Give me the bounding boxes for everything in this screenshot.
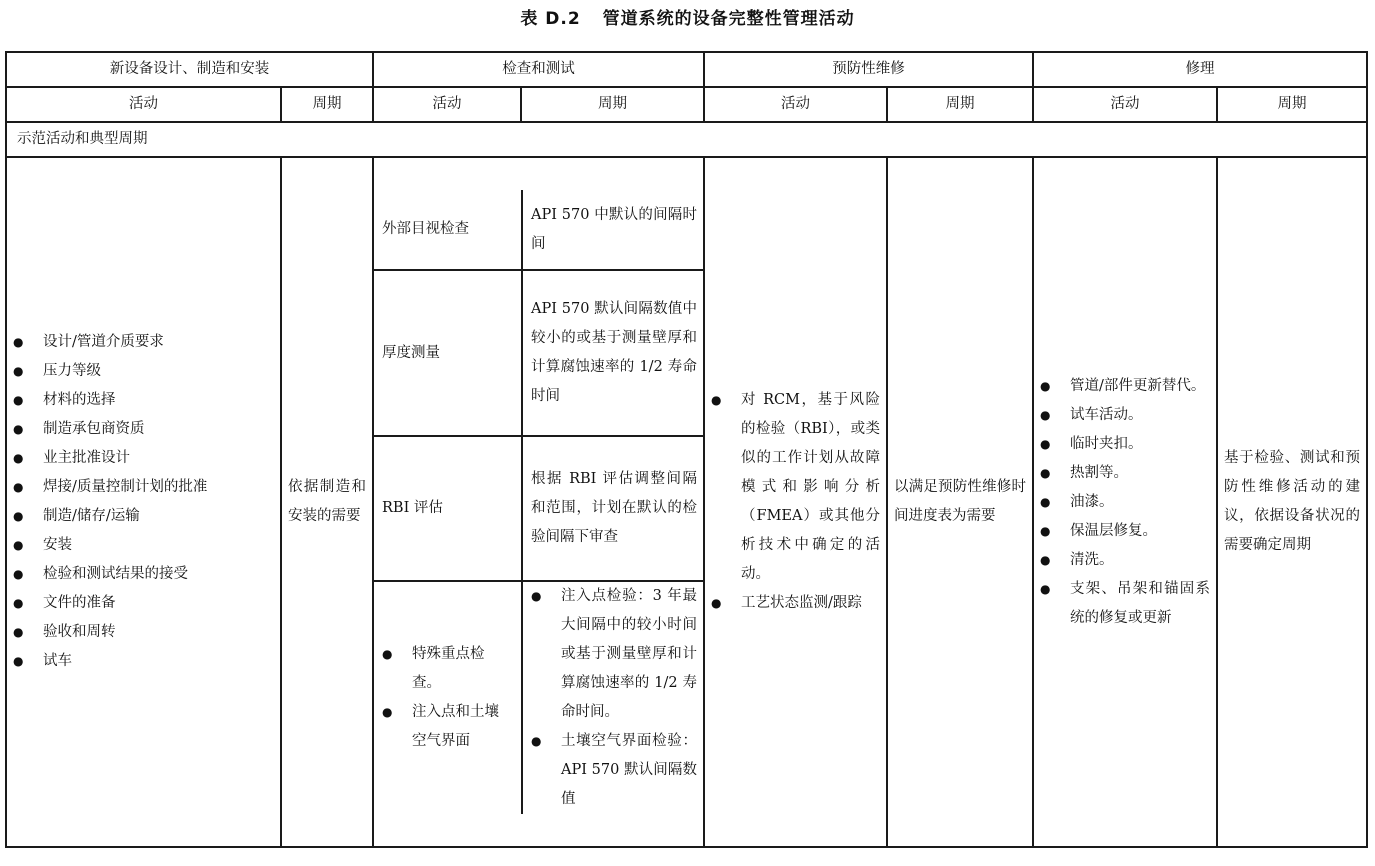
- special-inspection-list: [382, 640, 513, 756]
- preventive-period-cell: 以满足预防性维修时间进度表为需要: [887, 157, 1033, 847]
- header-design: 新设备设计、制造和安装: [6, 52, 373, 87]
- list-item: ● 文件的准备: [13, 589, 274, 618]
- list-item: ● 管道/部件更新替代。: [1040, 372, 1210, 401]
- design-activity-cell: [6, 157, 281, 847]
- list-item: ● 试车活动。: [1040, 401, 1210, 430]
- list-item: ● 制造承包商资质: [13, 415, 274, 444]
- subheader-activity: 活动: [373, 87, 521, 122]
- subheader-activity: 活动: [704, 87, 887, 122]
- header-inspection: 检查和测试: [373, 52, 704, 87]
- special-inspection-period-list: [531, 582, 697, 814]
- table-number: 表 D.2: [520, 9, 581, 29]
- repair-activity-cell: [1033, 157, 1217, 847]
- list-item: ● 特殊重点检查。: [382, 640, 513, 698]
- subheader-period: 周期: [281, 87, 373, 122]
- inspection-activity: 外部目视检查: [374, 190, 522, 270]
- list-item: ● 材料的选择: [13, 386, 274, 415]
- integrity-management-table: [5, 51, 1368, 848]
- subheader-period: 周期: [1217, 87, 1367, 122]
- section-label: 示范活动和典型周期: [6, 122, 1367, 157]
- list-item: ● 压力等级: [13, 357, 274, 386]
- inspection-cell: [373, 157, 704, 847]
- inspection-period: API 570 中默认的间隔时间: [522, 190, 705, 270]
- repair-activity-list: [1040, 372, 1210, 633]
- list-item: ● 业主批准设计: [13, 444, 274, 473]
- header-repair: 修理: [1033, 52, 1367, 87]
- subheader-activity: 活动: [6, 87, 281, 122]
- table-title: [0, 4, 1375, 29]
- list-item: ● 油漆。: [1040, 488, 1210, 517]
- list-item: ● 土壤空气界面检验：API 570 默认间隔数值: [531, 727, 697, 814]
- list-item: ● 试车: [13, 647, 274, 676]
- inspection-period: [522, 581, 705, 814]
- inspection-activity: RBI 评估: [374, 436, 522, 581]
- subheader-activity: 活动: [1033, 87, 1217, 122]
- list-item: ● 制造/储存/运输: [13, 502, 274, 531]
- list-item: ● 注入点检验：3 年最大间隔中的较小时间或基于测量壁厚和计算腐蚀速率的 1/2 寿命时间。: [531, 582, 697, 727]
- subheader-period: 周期: [521, 87, 704, 122]
- list-item: ● 注入点和土壤空气界面: [382, 698, 513, 756]
- list-item: ● 验收和周转: [13, 618, 274, 647]
- list-item: ● 焊接/质量控制计划的批准: [13, 473, 274, 502]
- design-period-cell: 依据制造和安装的需要: [281, 157, 373, 847]
- inspection-activity: 厚度测量: [374, 270, 522, 436]
- list-item: ● 保温层修复。: [1040, 517, 1210, 546]
- inspection-period: API 570 默认间隔数值中较小的或基于测量壁厚和计算腐蚀速率的 1/2 寿命时间: [522, 270, 705, 436]
- list-item: ● 支架、吊架和锚固系统的修复或更新: [1040, 575, 1210, 633]
- design-activity-list: [13, 328, 274, 676]
- inspection-period: 根据 RBI 评估调整间隔和范围，计划在默认的检验间隔下审查: [522, 436, 705, 581]
- list-item: ● 对 RCM，基于风险的检验（RBI），或类似的工作计划从故障模式和影响分析（FMEA）或其他分析技术中确定的活动。: [711, 386, 880, 589]
- inspection-activity: [374, 581, 522, 814]
- repair-period-cell: 基于检验、测试和预防性维修活动的建议，依据设备状况的需要确定周期: [1217, 157, 1367, 847]
- table-title-text: 管道系统的设备完整性管理活动: [602, 9, 855, 29]
- subheader-period: 周期: [887, 87, 1033, 122]
- list-item: ● 检验和测试结果的接受: [13, 560, 274, 589]
- preventive-activity-cell: [704, 157, 887, 847]
- list-item: ● 热割等。: [1040, 459, 1210, 488]
- list-item: ● 临时夹扣。: [1040, 430, 1210, 459]
- list-item: ● 安装: [13, 531, 274, 560]
- preventive-activity-list: [711, 386, 880, 618]
- list-item: ● 工艺状态监测/跟踪: [711, 589, 880, 618]
- list-item: ● 设计/管道介质要求: [13, 328, 274, 357]
- inspection-subtable: [374, 190, 705, 814]
- header-preventive: 预防性维修: [704, 52, 1033, 87]
- list-item: ● 清洗。: [1040, 546, 1210, 575]
